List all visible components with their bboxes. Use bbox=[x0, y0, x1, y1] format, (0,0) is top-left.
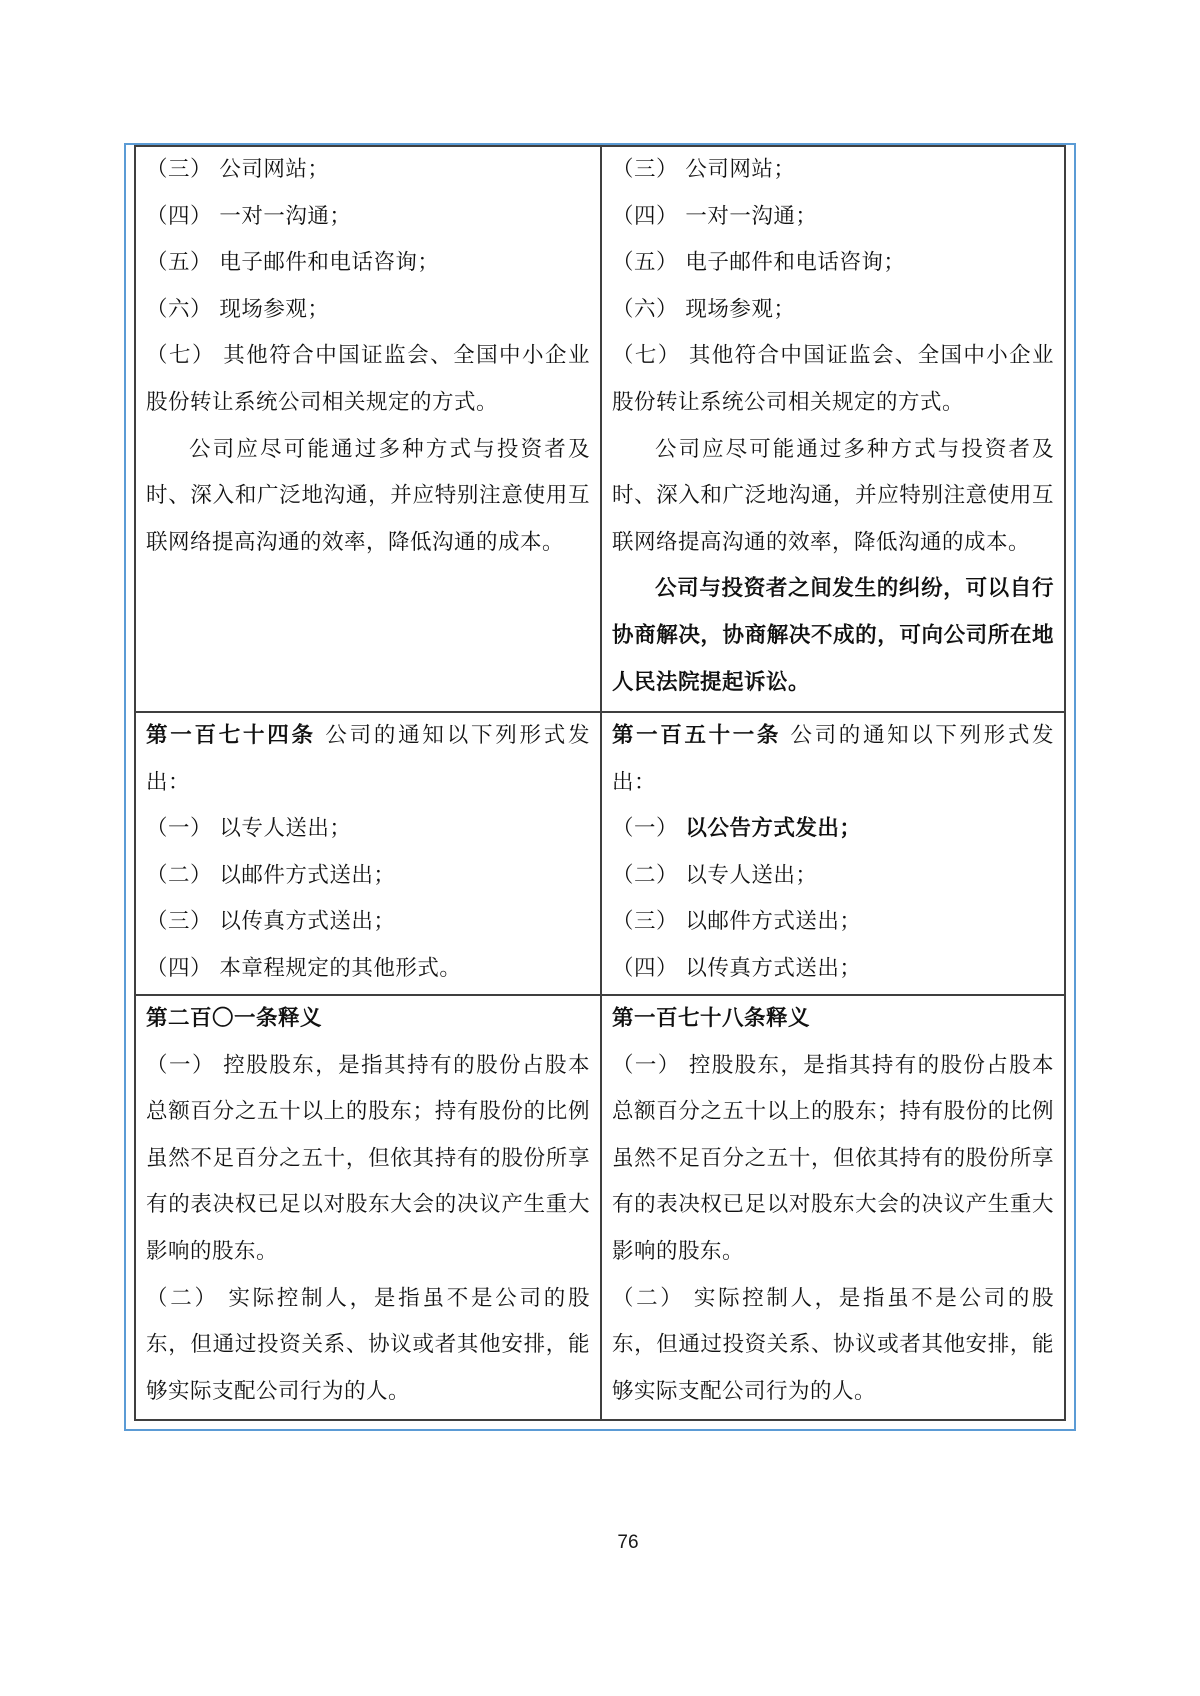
paragraph bbox=[146, 194, 590, 241]
text: （六） 现场参观； bbox=[612, 296, 796, 322]
paragraph bbox=[612, 996, 1054, 1043]
text: （一） bbox=[612, 816, 686, 842]
paragraph bbox=[146, 946, 590, 993]
text: （三） 以邮件方式送出； bbox=[612, 909, 862, 935]
paragraph bbox=[612, 333, 1054, 426]
text: （六） 现场参观； bbox=[146, 296, 330, 322]
table-cell-row1-left bbox=[136, 147, 600, 711]
table-cell-row1-right bbox=[600, 147, 1064, 711]
text: （一） 以专人送出； bbox=[146, 816, 352, 842]
bold-text: 第一百七十四条 bbox=[146, 723, 316, 748]
paragraph bbox=[612, 427, 1054, 567]
table-cell-row2-left bbox=[136, 711, 600, 994]
bold-text: 以公告方式发出； bbox=[685, 816, 862, 842]
paragraph bbox=[612, 946, 1054, 993]
text: （二） 以专人送出； bbox=[612, 862, 818, 888]
paragraph bbox=[146, 147, 590, 194]
text: （三） 公司网站； bbox=[612, 157, 796, 182]
paragraph bbox=[146, 333, 590, 426]
text: （四） 一对一沟通； bbox=[612, 203, 818, 229]
text: （四） 本章程规定的其他形式。 bbox=[146, 955, 462, 981]
text: （五） 电子邮件和电话咨询； bbox=[612, 250, 906, 276]
paragraph bbox=[612, 1043, 1054, 1276]
text: （二） 实际控制人，是指虽不是公司的股东，但通过投资关系、协议或者其他安排，能够实际支配公司行为的人。 bbox=[612, 1285, 1054, 1404]
paragraph bbox=[146, 899, 590, 946]
paragraph bbox=[612, 240, 1054, 287]
text: 公司的通知以下列形式发出： bbox=[612, 723, 1054, 795]
text: （七） 其他符合中国证监会、全国中小企业股份转让系统公司相关规定的方式。 bbox=[146, 343, 590, 415]
paragraph bbox=[146, 1043, 590, 1276]
paragraph bbox=[146, 853, 590, 900]
text: （三） 以传真方式送出； bbox=[146, 909, 396, 935]
paragraph bbox=[612, 899, 1054, 946]
text: （四） 一对一沟通； bbox=[146, 203, 352, 229]
paragraph bbox=[146, 427, 590, 567]
text: （二） 以邮件方式送出； bbox=[146, 862, 396, 888]
paragraph bbox=[612, 806, 1054, 853]
bold-text: 公司与投资者之间发生的纠纷，可以自行协商解决，协商解决不成的，可向公司所在地人民法院提起诉讼。 bbox=[612, 576, 1054, 695]
paragraph bbox=[146, 713, 590, 806]
paragraph bbox=[146, 240, 590, 287]
table-cell-row3-left bbox=[136, 994, 600, 1419]
paragraph bbox=[612, 1276, 1054, 1416]
paragraph bbox=[612, 287, 1054, 334]
text: （一） 控股股东，是指其持有的股份占股本总额百分之五十以上的股东；持有股份的比例虽然不足百分之五十，但依其持有的股份所享有的表决权已足以对股东大会的决议产生重大影响的股东。 bbox=[146, 1052, 590, 1264]
bold-text: 第一百七十八条释义 bbox=[612, 1006, 811, 1031]
text: 公司的通知以下列形式发出： bbox=[146, 723, 590, 795]
text: （七） 其他符合中国证监会、全国中小企业股份转让系统公司相关规定的方式。 bbox=[612, 343, 1054, 415]
text: （三） 公司网站； bbox=[146, 157, 330, 182]
text: （五） 电子邮件和电话咨询； bbox=[146, 250, 440, 276]
comparison-table bbox=[134, 145, 1066, 1421]
paragraph bbox=[612, 194, 1054, 241]
text: 公司应尽可能通过多种方式与投资者及时、深入和广泛地沟通，并应特别注意使用互联网络提高沟通的效率，降低沟通的成本。 bbox=[146, 436, 590, 555]
paragraph bbox=[146, 996, 590, 1043]
paragraph bbox=[612, 147, 1054, 194]
text: （一） 控股股东，是指其持有的股份占股本总额百分之五十以上的股东；持有股份的比例虽然不足百分之五十，但依其持有的股份所享有的表决权已足以对股东大会的决议产生重大影响的股东。 bbox=[612, 1052, 1054, 1264]
paragraph bbox=[146, 1276, 590, 1416]
text: 公司应尽可能通过多种方式与投资者及时、深入和广泛地沟通，并应特别注意使用互联网络提高沟通的效率，降低沟通的成本。 bbox=[612, 436, 1054, 555]
page-number: 76 bbox=[617, 1532, 639, 1553]
text: （二） 实际控制人，是指虽不是公司的股东，但通过投资关系、协议或者其他安排，能够实际支配公司行为的人。 bbox=[146, 1285, 590, 1404]
paragraph bbox=[612, 713, 1054, 806]
bold-text: 第二百〇一条释义 bbox=[146, 1006, 323, 1031]
paragraph bbox=[146, 806, 590, 853]
table-cell-row2-right bbox=[600, 711, 1064, 994]
paragraph bbox=[612, 853, 1054, 900]
text: （四） 以传真方式送出； bbox=[612, 955, 862, 981]
bold-text: 第一百五十一条 bbox=[612, 723, 782, 748]
paragraph bbox=[612, 566, 1054, 706]
paragraph bbox=[146, 287, 590, 334]
table-cell-row3-right bbox=[600, 994, 1064, 1419]
